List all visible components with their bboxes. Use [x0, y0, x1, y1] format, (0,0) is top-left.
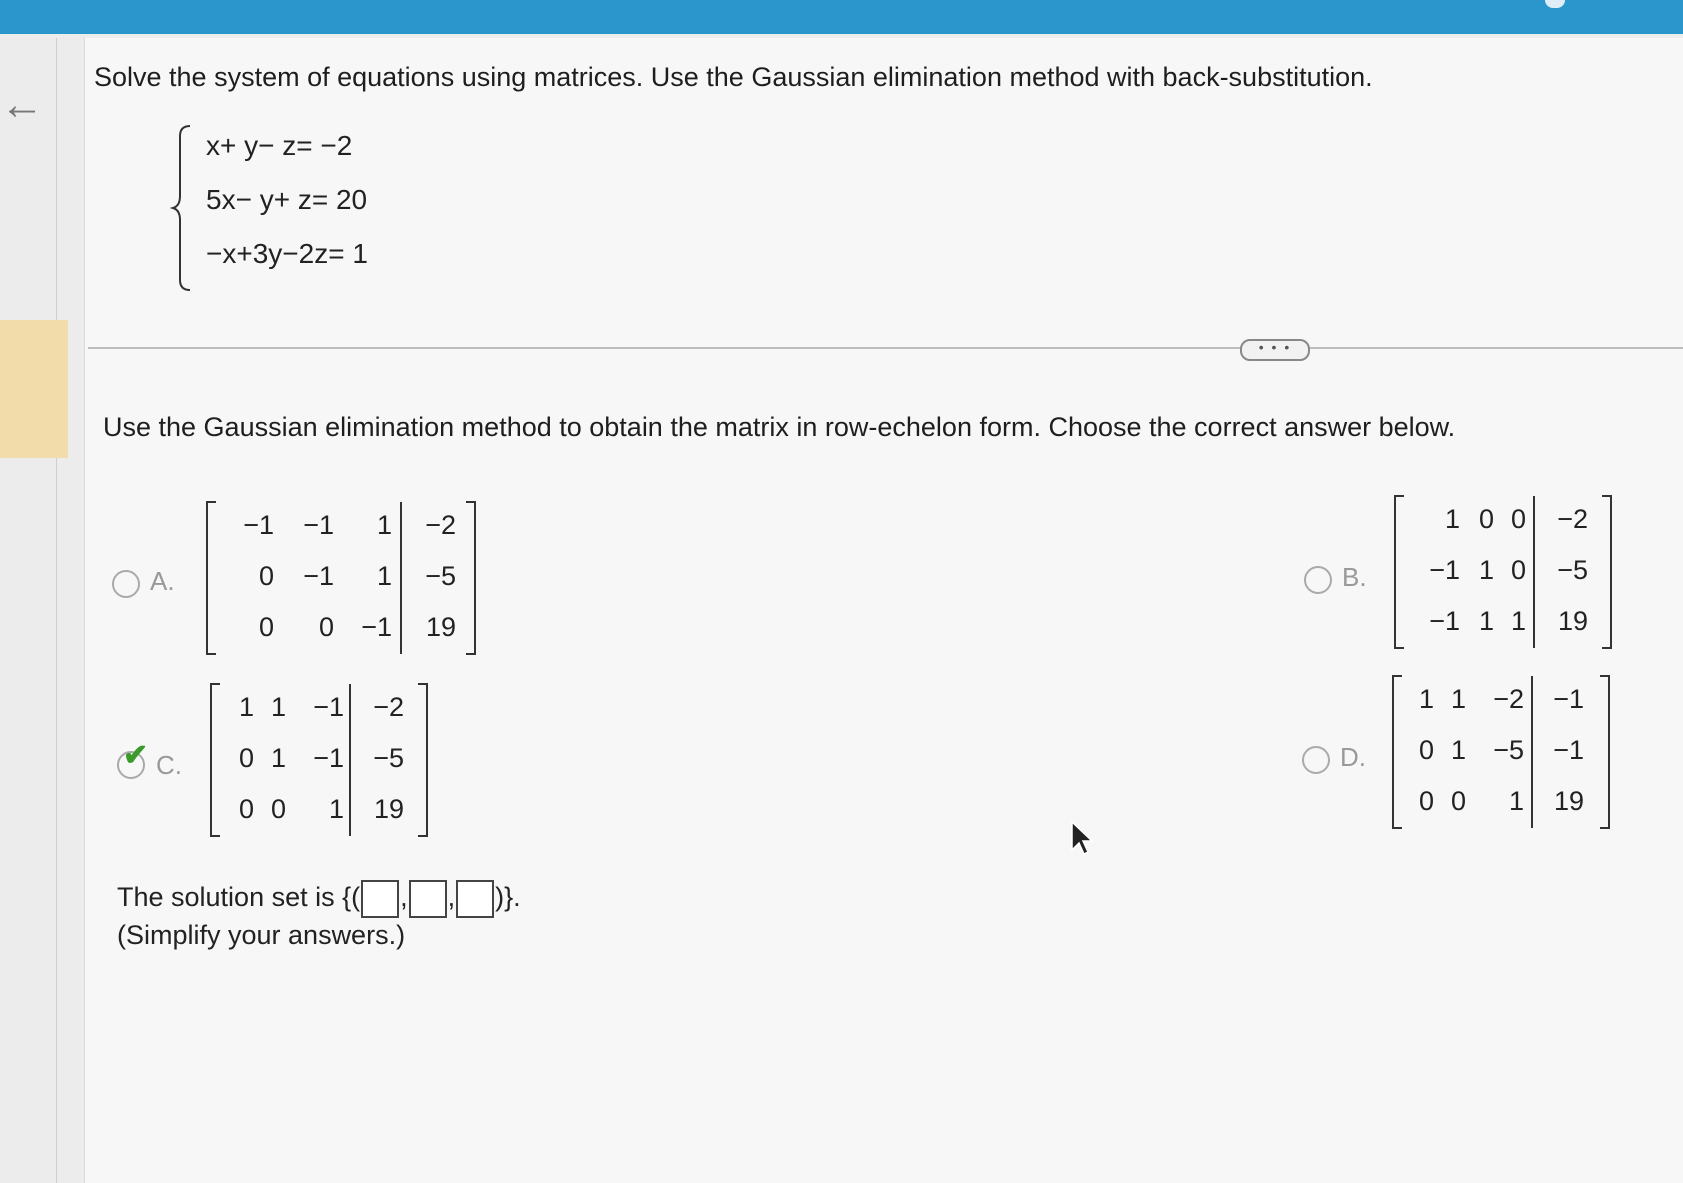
top-bar: [0, 0, 1683, 34]
answer-box-x[interactable]: [361, 880, 399, 918]
option-a-letter: A.: [150, 566, 175, 596]
equation-1: x+ y− z= −2: [206, 130, 353, 161]
matrix-cell: 1: [1450, 735, 1466, 765]
option-b-letter: B.: [1342, 562, 1367, 592]
question-marker-tab[interactable]: [0, 320, 68, 458]
matrix-cell: −1: [303, 510, 334, 540]
matrix-cell: −2: [373, 692, 404, 722]
matrix-cell: 1: [270, 692, 286, 722]
matrix-cell: 1: [328, 794, 344, 824]
matrix-cell: 1: [270, 743, 286, 773]
matrix-cell: −1: [1429, 555, 1460, 585]
option-c-letter: C.: [156, 750, 182, 780]
matrix-cell: 1: [1478, 606, 1494, 636]
matrix-cell: 1: [238, 692, 254, 722]
matrix-cell: −1: [1429, 606, 1460, 636]
right-bracket-icon: [1600, 494, 1614, 650]
matrix-cell: 1: [1510, 606, 1526, 636]
matrix-cell: 1: [1478, 555, 1494, 585]
matrix-cell: −2: [1493, 684, 1524, 714]
solution-sep: ,: [400, 882, 408, 913]
matrix-cell: −5: [1493, 735, 1524, 765]
solution-prefix: The solution set is {(: [117, 882, 361, 913]
simplify-hint: (Simplify your answers.): [117, 920, 406, 950]
matrix-cell: 0: [1418, 786, 1434, 816]
radio-option-d[interactable]: [1302, 746, 1330, 774]
left-bracket-icon: [208, 682, 222, 838]
matrix-cell: −5: [425, 561, 456, 591]
augment-line: [1531, 676, 1533, 828]
matrix-cell: 0: [318, 612, 334, 642]
matrix-cell: 1: [376, 510, 392, 540]
matrix-cell: 0: [1478, 504, 1494, 534]
matrix-cell: 1: [1444, 504, 1460, 534]
equation-3: −x+3y−2z= 1: [206, 238, 368, 269]
solution-line: [117, 880, 521, 918]
radio-option-a[interactable]: [112, 570, 140, 598]
matrix-cell: 0: [270, 794, 286, 824]
matrix-cell: 0: [1510, 504, 1526, 534]
radio-option-b[interactable]: [1304, 566, 1332, 594]
left-bracket-icon: [204, 500, 218, 656]
matrix-cell: 0: [1418, 735, 1434, 765]
matrix-cell: −2: [425, 510, 456, 540]
matrix-cell: 19: [1557, 606, 1588, 636]
matrix-cell: 19: [1553, 786, 1584, 816]
left-brace-icon: [170, 122, 196, 292]
matrix-cell: −1: [361, 612, 392, 642]
matrix-cell: 0: [258, 561, 274, 591]
matrix-cell: −1: [243, 510, 274, 540]
equation-system: [170, 122, 470, 292]
matrix-cell: −1: [1553, 735, 1584, 765]
left-rule: [56, 38, 57, 1183]
solution-sep: ,: [447, 882, 456, 913]
matrix-cell: 0: [258, 612, 274, 642]
matrix-cell: −5: [1557, 555, 1588, 585]
option-c-matrix: [208, 682, 430, 838]
correct-check-icon: ✔: [123, 739, 149, 772]
instruction-text: Use the Gaussian elimination method to obtain the matrix in row-echelon form. Choose the correct answer below.: [103, 412, 1456, 442]
section-divider: [88, 347, 1683, 349]
matrix-cell: 0: [238, 794, 254, 824]
right-bracket-icon: [416, 682, 430, 838]
left-bracket-icon: [1390, 674, 1404, 830]
matrix-cell: −1: [313, 743, 344, 773]
top-bar-indicator: [1545, 0, 1565, 8]
matrix-cell: 19: [425, 612, 456, 642]
matrix-cell: −2: [1557, 504, 1588, 534]
mouse-cursor-icon: [1070, 820, 1094, 856]
matrix-cell: 1: [376, 561, 392, 591]
option-b-matrix: [1392, 494, 1614, 650]
matrix-cell: 0: [238, 743, 254, 773]
option-a-matrix: [204, 500, 478, 656]
left-bracket-icon: [1392, 494, 1406, 650]
matrix-cell: −1: [313, 692, 344, 722]
option-d-letter: D.: [1340, 742, 1366, 772]
option-d-matrix: [1390, 674, 1612, 830]
matrix-cell: −1: [303, 561, 334, 591]
augment-line: [349, 684, 351, 836]
answer-box-z[interactable]: [456, 880, 494, 918]
answer-box-y[interactable]: [409, 880, 447, 918]
right-bracket-icon: [1598, 674, 1612, 830]
matrix-cell: −1: [1553, 684, 1584, 714]
augment-line: [1533, 496, 1535, 648]
matrix-cell: 0: [1510, 555, 1526, 585]
matrix-cell: 19: [373, 794, 404, 824]
matrix-cell: 1: [1450, 684, 1466, 714]
expand-more-button[interactable]: • • •: [1240, 339, 1310, 361]
matrix-cell: 1: [1508, 786, 1524, 816]
solution-suffix: )}.: [495, 882, 521, 913]
back-arrow-icon[interactable]: ←: [0, 80, 44, 129]
matrix-cell: −5: [373, 743, 404, 773]
right-bracket-icon: [464, 500, 478, 656]
matrix-cell: 1: [1418, 684, 1434, 714]
equation-2: 5x− y+ z= 20: [206, 184, 368, 215]
matrix-cell: 0: [1450, 786, 1466, 816]
augment-line: [400, 502, 402, 654]
question-text: Solve the system of equations using matrices. Use the Gaussian elimination method with back-substitution.: [94, 62, 1373, 92]
